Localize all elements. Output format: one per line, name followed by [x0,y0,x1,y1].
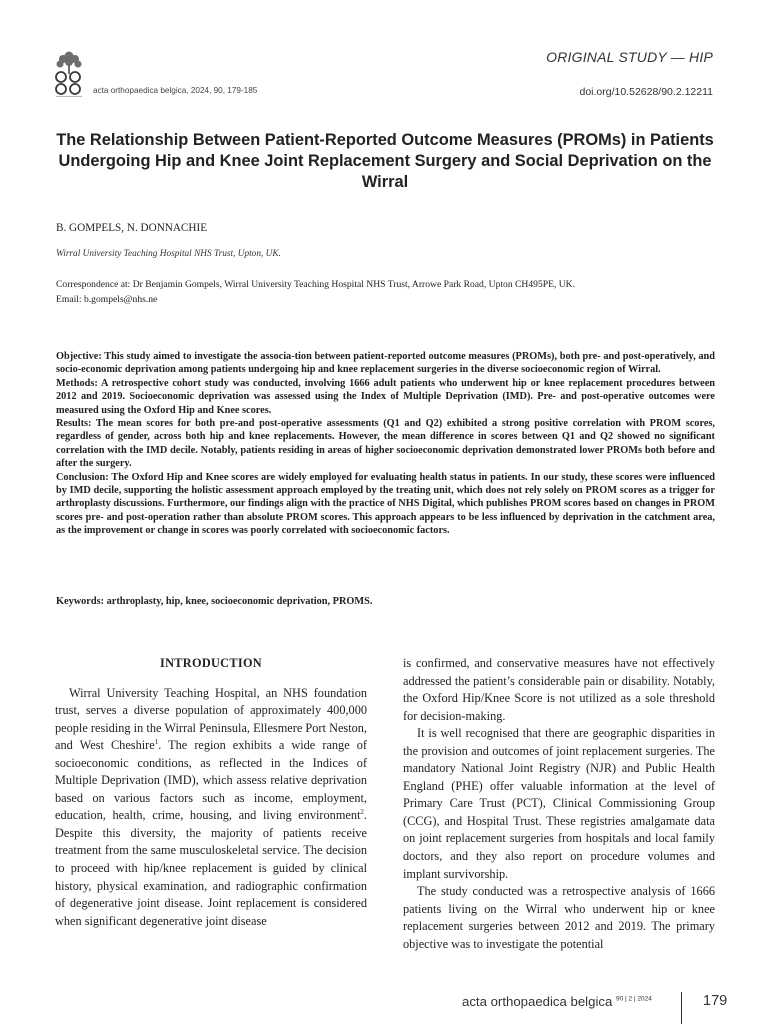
journal-citation: acta orthopaedica belgica, 2024, 90, 179-185 [93,86,258,95]
tree-icon [57,52,82,75]
section-heading-introduction: INTRODUCTION [160,656,262,670]
correspondence-email[interactable]: Email: b.gompels@nhs.ne [56,293,158,305]
paragraph-intro-3: The study conducted was a retrospective analysis of 1666 patients living on the Wirral who underwent hip or knee replacement surgeries between 2012 and 2019. The primary objective was to investigate the potential [403,884,715,951]
article-title: The Relationship Between Patient-Reported Outcome Measures (PROMs) in Patients Undergoing Hip and Knee Joint Replacement Surgery and Social Deprivation on the Wirral [56,131,714,191]
footer-journal [462,994,652,1009]
paragraph-intro-1-continued: is confirmed, and conservative measures have not effectively addressed the patient’s considerable pain or disability. Notably, the Oxford Hip/Knee Score is not utilized as a sole threshold for decision-making. [403,656,715,723]
abstract-results: Results: The mean scores for both pre-and post-operative assessments (Q1 and Q2) exhibited a strong positive correlation with PROM scores, regardless of gender, across both hip and knee replacements. However, the mean difference in scores between Q1 and Q2 showed no significant correlation with the IMD decile. Notably, patients residing in areas of higher socioeconomic deprivation demonstrated lower PROMs both before and after the surgery. [56,418,715,470]
page-number: 179 [703,993,728,1009]
paragraph-intro-2: It is well recognised that there are geographic disparities in the provision and outcomes of joint replacement surgeries. The mandatory National Joint Registry (NJR) and Public Health England (PHE) offer valuable information at the level of Primary Care Trust (PCT), Clinical Commissioning Group (CCG), and Hospital Trust. These registries amalgamate data on joint replacement surgeries from hospitals and local family doctors, and they also report on procedure volumes and implant survivorship. [403,726,715,881]
doi-link[interactable]: doi.org/10.52628/90.2.12211 [579,86,713,98]
paragraph-intro-1 [55,685,367,931]
reference-1[interactable]: 1 [154,738,159,747]
correspondence-address: Correspondence at: Dr Benjamin Gompels, Wirral University Teaching Hospital NHS Trust, Arrowe Park Road, Upton CH495PE, UK. [56,279,575,290]
text-span: Wirral University Teaching Hospital, an NHS foundation trust, serves a diverse population of approximately 400,000 people residing in the Wirral Peninsula, Ellesmere Port Neston, and West Cheshire [55,685,367,753]
footer-divider [681,992,682,1024]
abstract-conclusion: Conclusion: The Oxford Hip and Knee scores are widely employed for evaluating health status in patients. In our study, these scores were influenced by IMD decile, supporting the holistic assessment approach employed by the treating unit, which does not rely solely on PROM scores as a trigger for arthroplasty discussions. Furthermore, our findings align with the practice of NHS Digital, which publishes PROM scores based on changes in PROM scores pre- and post-operation rather than absolute PROM scores. This approach appears to be less influenced by deprivation in the catchment area, as the improvement or change in scores was poorly correlated with socioeconomic factors. [56,471,715,537]
affiliation: Wirral University Teaching Hospital NHS Trust, Upton, UK. [56,249,281,259]
journal-logo [52,50,86,100]
correspondence [56,278,575,307]
abstract [56,350,715,538]
body-column-right [403,655,715,953]
text-span: . The region exhibits a wide range of socioeconomic conditions, as reflected in the Indices of Multiple Deprivation (IMD), which assess relative deprivation based on various factors such as income, employment, education, health, crime, housing, and living environment [55,738,367,823]
authors: B. GOMPELS, N. DONNACHIE [56,222,208,234]
keywords: Keywords: arthroplasty, hip, knee, socioeconomic deprivation, PROMS. [56,596,373,607]
section-label: ORIGINAL STUDY — HIP [546,49,713,65]
text-span: . Despite this diversity, the majority of patients receive treatment from the same musculoskeletal service. The decision to proceed with hip/knee replacement is guided by clinical history, physical examination, and radiographic confirmation of degenerative joint disease. Joint replacement is considered when significant degenerative joint disease [55,808,367,928]
reference-2[interactable]: 2 [360,808,364,817]
footer-journal-name: acta orthopaedica belgica [462,994,613,1009]
footer-issue: 90 | 2 | 2024 [615,995,652,1003]
abstract-objective: Objective: This study aimed to investigate the associa-tion between patient-reported outcome measures (PROMs), both pre- and post-operatively, and socio-economic deprivation among patients undergoing hip and knee replacement surgeries in the diverse socioeconomic region of Wirral. [56,351,715,376]
body-column-left [55,655,367,930]
abstract-methods: Methods: A retrospective cohort study was conducted, involving 1666 adult patients who underwent hip or knee replacement procedures between 2012 and 2019. Socioeconomic deprivation was assessed using the Index of Multiple Deprivation (IMD). Pre- and post-operative outcomes were measured using the Oxford Hip and Knee scores. [56,377,715,416]
